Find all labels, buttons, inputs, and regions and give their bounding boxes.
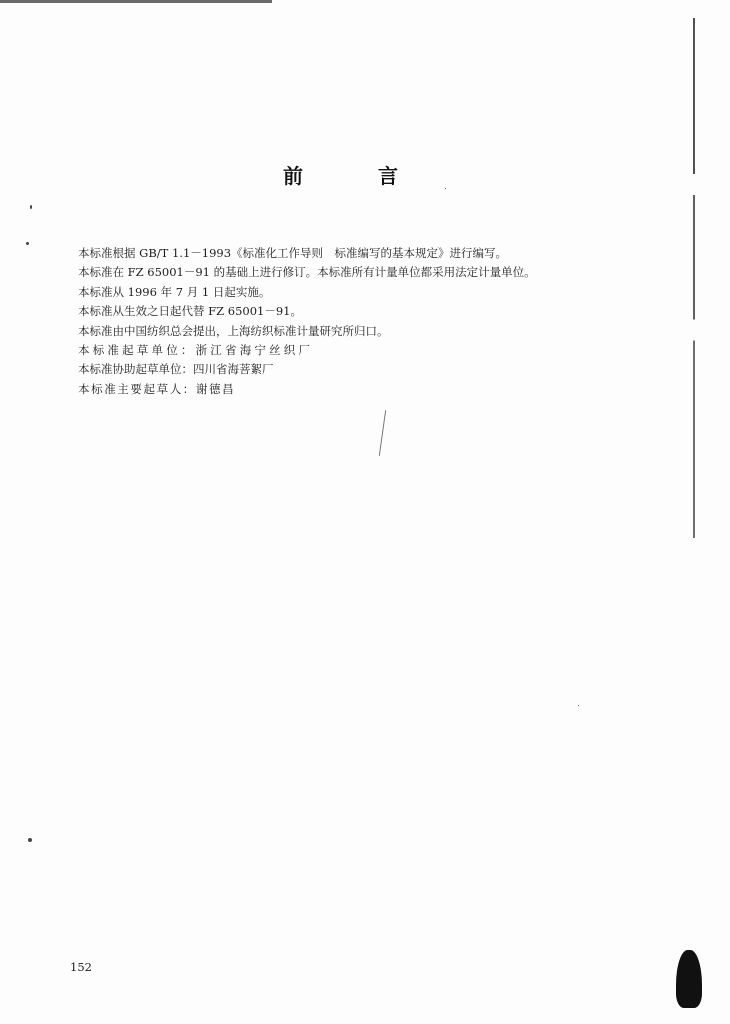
heading-second-char: 言 [378, 164, 398, 188]
scan-speck [578, 705, 579, 706]
scan-right-edge [693, 18, 695, 538]
foreword-line-replaces: 本标准从生效之日起代替 FZ 65001－91。 [78, 304, 302, 319]
foreword-line-effective-date: 本标准从 1996 年 7 月 1 日起实施。 [78, 284, 271, 299]
foreword-line-drafting-unit: 本标准起草单位：浙江省海宁丝织厂 [78, 343, 314, 358]
foreword-line-assisting-unit: 本标准协助起草单位：四川省海菩絮厂 [78, 362, 274, 377]
scan-stroke-mark [379, 410, 386, 456]
foreword-body [78, 244, 678, 399]
scan-speck [28, 838, 32, 842]
scan-top-rule [0, 0, 272, 3]
heading-first-char: 前 [283, 164, 303, 188]
scan-speck [26, 242, 29, 245]
document-heading [0, 160, 730, 190]
foreword-line-revision: 本标准在 FZ 65001－91 的基础上进行修订。本标准所有计量单位都采用法定计量单位。 [78, 265, 536, 280]
page-number: 152 [70, 960, 92, 974]
foreword-line-proposed-by: 本标准由中国纺织总会提出，上海纺织标准计量研究所归口。 [78, 323, 389, 338]
scan-speck [30, 205, 32, 209]
scan-smudge [676, 950, 702, 1008]
foreword-line-main-drafter: 本标准主要起草人：谢德昌 [78, 381, 236, 396]
foreword-line-basis: 本标准根据 GB/T 1.1－1993《标准化工作导则 标准编写的基本规定》进行编写。 [78, 246, 508, 260]
